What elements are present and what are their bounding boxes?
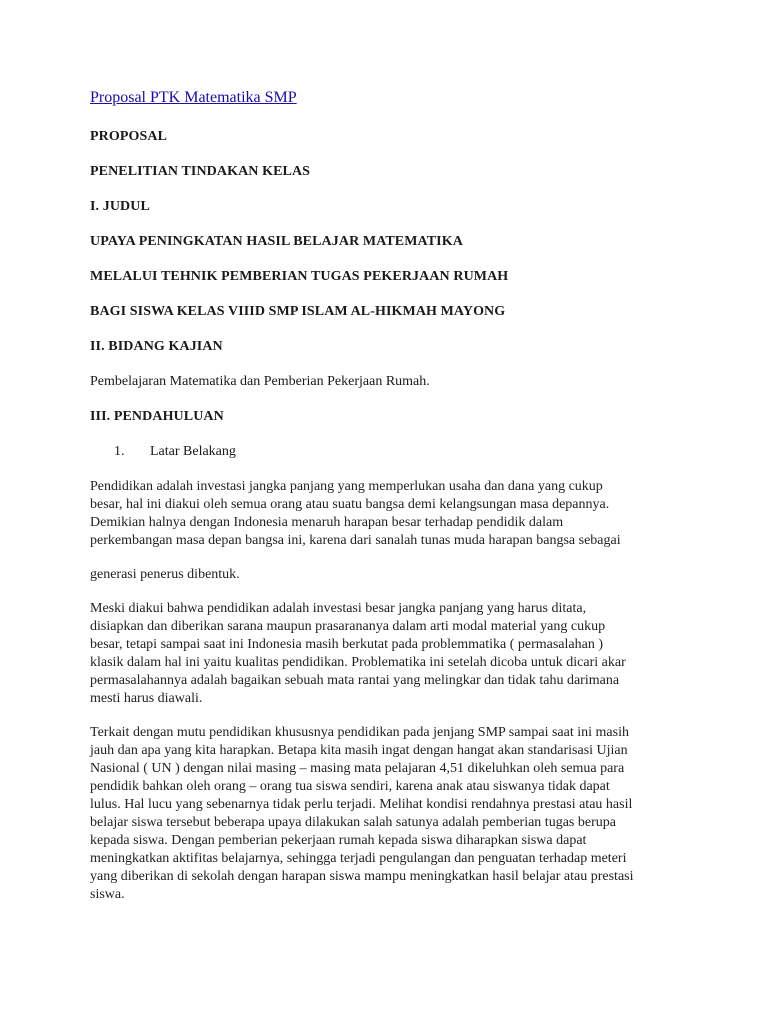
paragraph-line: belajar siswa tersebut beberapa upaya dilakukan salah satunya adalah pemberian tugas berupa [90, 815, 616, 830]
numbered-list [90, 443, 690, 461]
paragraph-line: yang diberikan di sekolah dengan harapan siswa mampu meningkatkan hasil belajar atau prestasi [90, 869, 634, 884]
paragraph-1 [90, 478, 690, 550]
paragraph-line: meningkatkan aktifitas belajarnya, sehingga terjadi pengulangan dan penguatan terhadap meteri [90, 851, 627, 866]
heading-bidang-kajian: II. BIDANG KAJIAN [90, 339, 223, 354]
paragraph-line: disiapkan dan diberikan sarana maupun prasarananya dalam arti modal material yang cukup [90, 619, 606, 634]
paragraph-line: Nasional ( UN ) dengan nilai masing – masing mata pelajaran 4,51 dikeluhkan oleh semua para [90, 761, 625, 776]
heading-pendahuluan: III. PENDAHULUAN [90, 409, 224, 424]
document-page [90, 88, 690, 920]
bidang-kajian-text: Pembelajaran Matematika dan Pemberian Pekerjaan Rumah. [90, 374, 430, 389]
paragraph-line: perkembangan masa depan bangsa ini, karena dari sanalah tunas muda harapan bangsa sebagai [90, 533, 621, 548]
paragraph-line: Demikian halnya dengan Indonesia menaruh harapan besar terhadap pendidik dalam [90, 515, 564, 530]
paragraph-line: kepada siswa. Dengan pemberian pekerjaan rumah kepada siswa diharapkan siswa dapat [90, 833, 587, 848]
paragraph-line: jauh dan apa yang kita harapkan. Betapa kita masih ingat dengan hangat akan standarisasi Ujian [90, 743, 628, 758]
title-link[interactable]: Proposal PTK Matematika SMP [90, 89, 297, 106]
paragraph-line: siswa. [90, 887, 125, 902]
paragraph-line: mesti harus diawali. [90, 691, 203, 706]
paragraph-1-continued [90, 566, 690, 584]
list-item-label: Latar Belakang [150, 444, 236, 459]
paragraph-line: permasalahannya adalah bagaikan sebuah mata rantai yang melingkar dan tidak tahu darimana [90, 673, 620, 688]
paragraph-line: klasik dalam hal ini yaitu kualitas pendidikan. Problematika ini setelah dicoba untuk dicari akar [90, 655, 626, 670]
heading-ptk: PENELITIAN TINDAKAN KELAS [90, 164, 311, 179]
paragraph-line: generasi penerus dibentuk. [90, 567, 240, 582]
paragraph-line: Terkait dengan mutu pendidikan khususnya pendidikan pada jenjang SMP sampai saat ini masih [90, 725, 629, 740]
heading-proposal: PROPOSAL [90, 129, 168, 144]
list-item-number: 1. [114, 444, 125, 459]
paragraph-line: besar, tetapi sampai saat ini Indonesia masih berkutat pada problemmatika ( permasalahan ) [90, 637, 603, 652]
paragraph-line: Pendidikan adalah investasi jangka panjang yang memperlukan usaha dan dana yang cukup [90, 479, 603, 494]
paragraph-line: besar, hal ini diakui oleh semua orang atau suatu bangsa demi kelangsungan masa depannya. [90, 497, 610, 512]
paragraph-3 [90, 724, 690, 904]
heading-judul: I. JUDUL [90, 199, 150, 214]
list-item [90, 443, 690, 461]
paragraph-2 [90, 600, 690, 708]
heading-judul-line2: MELALUI TEHNIK PEMBERIAN TUGAS PEKERJAAN RUMAH [90, 269, 509, 284]
paragraph-line: Meski diakui bahwa pendidikan adalah investasi besar jangka panjang yang harus ditata, [90, 601, 587, 616]
heading-judul-line1: UPAYA PENINGKATAN HASIL BELAJAR MATEMATIKA [90, 234, 463, 249]
paragraph-line: pendidik bahkan oleh orang – orang tua siswa sendiri, karena anak atau siswanya tidak dapat [90, 779, 610, 794]
heading-judul-line3: BAGI SISWA KELAS VIIID SMP ISLAM AL-HIKMAH MAYONG [90, 304, 506, 319]
paragraph-line: lulus. Hal lucu yang sebenarnya tidak perlu terjadi. Melihat kondisi rendahnya prestasi atau hasil [90, 797, 633, 812]
